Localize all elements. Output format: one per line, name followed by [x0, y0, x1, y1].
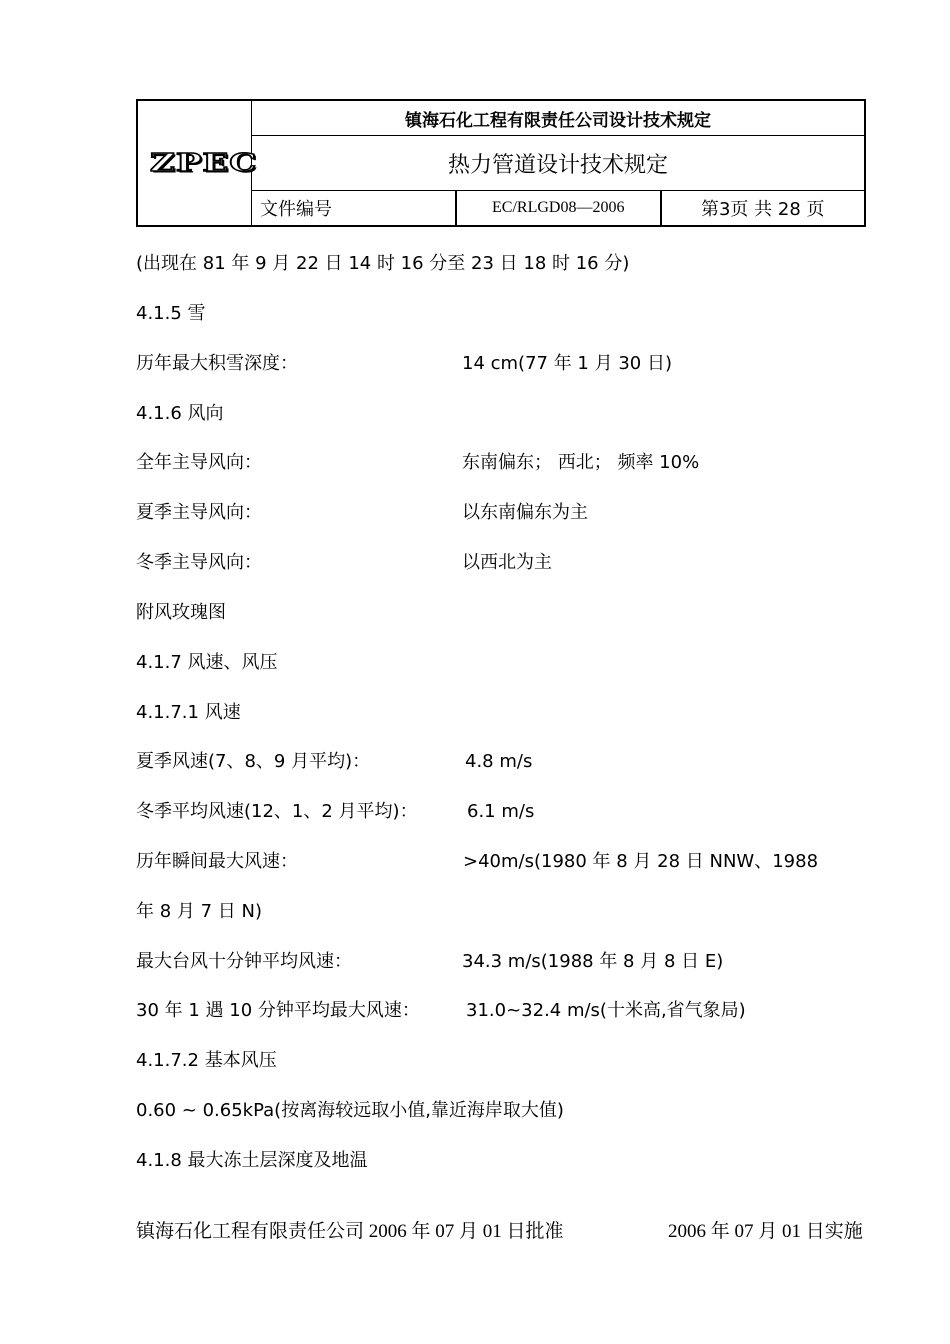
- summer-wind-speed-value: 4.8 m/s: [465, 751, 533, 772]
- occurrence-note: (出现在 81 年 9 月 22 日 14 时 16 分至 23 日 18 时 16 分): [136, 253, 630, 274]
- annual-wind-direction-value: 东南偏东； 西北； 频率 10%: [462, 452, 700, 473]
- zpec-logo: ZPEC: [150, 148, 258, 178]
- section-heading-wind-speed: 4.1.7.1 风速: [136, 702, 241, 723]
- thirty-year-wind-value: 31.0~32.4 m/s(十米高,省气象局): [466, 1000, 746, 1021]
- logo-cell: [137, 100, 258, 226]
- max-snow-depth-label: 历年最大积雪深度：: [136, 353, 298, 374]
- max-typhoon-wind-value: 34.3 m/s(1988 年 8 月 8 日 E): [462, 951, 724, 972]
- max-typhoon-wind-label: 最大台风十分钟平均风速：: [136, 951, 352, 972]
- winter-wind-speed-value: 6.1 m/s: [467, 801, 535, 822]
- annual-wind-direction-label: 全年主导风向：: [136, 452, 262, 473]
- basic-wind-pressure-value: 0.60 ~ 0.65kPa(按离海较远取小值,靠近海岸取大值): [136, 1100, 564, 1121]
- section-heading-wind-speed-pressure: 4.1.7 风速、风压: [136, 652, 278, 673]
- summer-wind-speed-label: 夏季风速(7、8、9 月平均)：: [136, 751, 371, 772]
- max-instant-wind-label: 历年瞬间最大风速：: [136, 851, 298, 872]
- winter-wind-direction-value: 以西北为主: [462, 552, 552, 573]
- winter-wind-speed-label: 冬季平均风速(12、1、2 月平均)：: [136, 801, 418, 822]
- footer-approval: 镇海石化工程有限责任公司 2006 年 07 月 01 日批准: [136, 1221, 564, 1242]
- page-number: 第3页 共 28 页: [661, 191, 866, 227]
- max-instant-wind-continued: 年 8 月 7 日 N): [136, 901, 262, 922]
- section-heading-snow: 4.1.5 雪: [136, 303, 206, 324]
- summer-wind-direction-label: 夏季主导风向：: [136, 502, 262, 523]
- winter-wind-direction-label: 冬季主导风向：: [136, 552, 262, 573]
- doc-number-label: 文件编号: [252, 191, 457, 227]
- section-heading-frozen-soil: 4.1.8 最大冻土层深度及地温: [136, 1150, 368, 1171]
- document-header-table: [136, 99, 866, 227]
- footer-effective-date: 2006 年 07 月 01 日实施: [668, 1221, 863, 1242]
- max-instant-wind-value: >40m/s(1980 年 8 月 28 日 NNW、1988: [463, 851, 819, 872]
- doc-number-value: EC/RLGD08—2006: [456, 191, 661, 227]
- summer-wind-direction-value: 以东南偏东为主: [462, 502, 588, 523]
- section-heading-basic-wind-pressure: 4.1.7.2 基本风压: [136, 1050, 277, 1071]
- company-name: 镇海石化工程有限责任公司设计技术规定: [252, 100, 866, 136]
- thirty-year-wind-label: 30 年 1 遇 10 分钟平均最大风速：: [136, 1000, 420, 1021]
- wind-rose-note: 附风玫瑰图: [136, 602, 226, 623]
- document-title: 热力管道设计技术规定: [252, 136, 866, 191]
- section-heading-wind-direction: 4.1.6 风向: [136, 403, 224, 424]
- max-snow-depth-value: 14 cm(77 年 1 月 30 日): [462, 353, 672, 374]
